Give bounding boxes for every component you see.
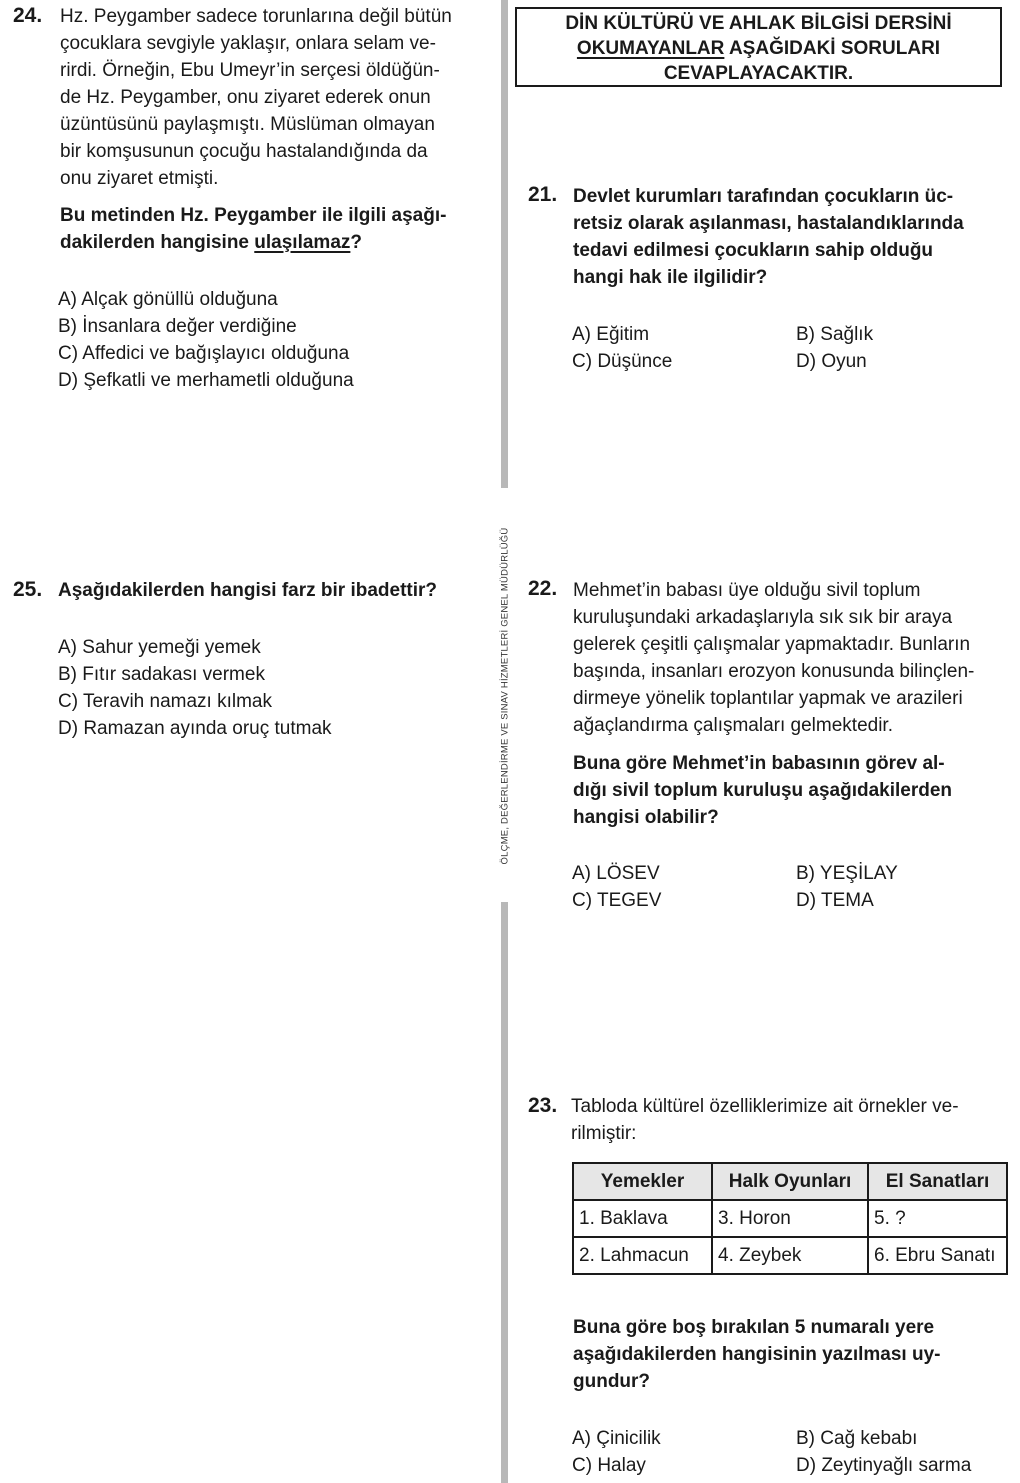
passage-line: dirmeye yönelik toplantılar yapmak ve arazileri (573, 688, 963, 709)
table-header-row (573, 1163, 1007, 1200)
question-24-stem (60, 202, 500, 256)
question-24-options (58, 286, 354, 394)
stem-line: retsiz olarak aşılanması, hastalandıklarında (573, 213, 964, 234)
option-b[interactable]: B) YEŞİLAY (796, 863, 898, 884)
question-number: 25. (13, 578, 43, 601)
stem-line: hangisi olabilir? (573, 807, 719, 828)
table-row (573, 1237, 1007, 1274)
passage-line: başında, insanları erozyon konusunda bilinçlen- (573, 661, 975, 682)
option-d[interactable]: D) Zeytinyağlı sarma (796, 1455, 972, 1476)
question-25-options (58, 634, 332, 742)
option-a[interactable]: A) Sahur yemeği yemek (58, 637, 261, 658)
option-c[interactable]: C) Affedici ve bağışlayıcı olduğuna (58, 343, 350, 364)
question-number: 23. (528, 1094, 558, 1117)
passage-line: bir komşusunun çocuğu hastalandığında da (60, 141, 428, 162)
question-21-stem (573, 183, 1013, 291)
stem-line: hangi hak ile ilgilidir? (573, 267, 768, 288)
question-number: 21. (528, 183, 558, 206)
passage-line: de Hz. Peygamber, onu ziyaret ederek onun (60, 87, 431, 108)
passage-line: kuruluşundaki arkadaşlarıyla sık sık bir araya (573, 607, 953, 628)
passage-line: ağaçlandırma çalışmaları gelmektedir. (573, 715, 893, 736)
option-c[interactable]: C) Halay (572, 1455, 646, 1476)
option-c[interactable]: C) Düşünce (572, 351, 673, 372)
question-23-stem (573, 1314, 1013, 1395)
table-header-cell: El Sanatları (868, 1163, 1007, 1200)
stem-line: tedavi edilmesi çocukların sahip olduğu (573, 240, 934, 261)
stem-line: dığı sivil toplum kuruluşu aşağıdakilerden (573, 780, 953, 801)
question-24-passage (60, 3, 500, 192)
stem-line: Devlet kurumları tarafından çocukların üc- (573, 186, 954, 207)
stem-line: Buna göre Mehmet’in babasının görev al- (573, 753, 945, 774)
header-line-1: DİN KÜLTÜRÜ VE AHLAK BİLGİSİ DERSİNİ (565, 13, 952, 34)
option-d[interactable]: D) Şefkatli ve merhametli olduğuna (58, 370, 354, 391)
passage-line: Tabloda kültürel özelliklerimize ait örnekler ve- (571, 1096, 959, 1117)
passage-line: rilmiştir: (571, 1123, 637, 1144)
passage-line: Hz. Peygamber sadece torunlarına değil bütün (60, 6, 452, 27)
option-b[interactable]: B) Sağlık (796, 324, 874, 345)
question-22-stem (573, 750, 1013, 831)
option-a[interactable]: A) Eğitim (572, 324, 650, 345)
option-d[interactable]: D) TEMA (796, 890, 874, 911)
column-divider-top (501, 0, 508, 488)
table-cell: 3. Horon (712, 1200, 868, 1237)
question-23-passage (571, 1093, 1011, 1147)
question-number: 22. (528, 577, 558, 600)
table-cell: 2. Lahmacun (573, 1237, 712, 1274)
culture-table (572, 1162, 1008, 1275)
stem-line: Buna göre boş bırakılan 5 numaralı yere (573, 1317, 935, 1338)
option-a[interactable]: A) Alçak gönüllü olduğuna (58, 289, 278, 310)
header-line-3: CEVAPLAYACAKTIR. (663, 63, 854, 84)
option-b[interactable]: B) İnsanlara değer verdiğine (58, 316, 297, 337)
table-cell: 1. Baklava (573, 1200, 712, 1237)
passage-line: çocuklara sevgiyle yaklaşır, onlara selam ve- (60, 33, 436, 54)
stem-line: Bu metinden Hz. Peygamber ile ilgili aşağı- (60, 205, 447, 226)
table-cell: 4. Zeybek (712, 1237, 868, 1274)
option-c[interactable]: C) Teravih namazı kılmak (58, 691, 272, 712)
table-cell: 6. Ebru Sanatı (868, 1237, 1007, 1274)
stem-line: dakilerden hangisine ulaşılamaz? (60, 232, 362, 253)
question-number: 24. (13, 4, 43, 27)
table-header-cell: Yemekler (573, 1163, 712, 1200)
passage-line: üzüntüsünü paylaşmıştı. Müslüman olmayan (60, 114, 435, 135)
underlined-word: ulaşılamaz (254, 232, 351, 253)
option-b[interactable]: B) Cağ kebabı (796, 1428, 918, 1449)
option-a[interactable]: A) LÖSEV (572, 863, 660, 884)
table-row (573, 1200, 1007, 1237)
header-underlined-word: OKUMAYANLAR (576, 38, 725, 59)
passage-line: onu ziyaret etmişti. (60, 168, 219, 189)
option-a[interactable]: A) Çinicilik (572, 1428, 661, 1449)
divider-label: ÖLÇME, DEĞERLENDİRME VE SINAV HİZMETLERİ GENEL MÜDÜRLÜĞÜ (499, 527, 511, 865)
table-header-cell: Halk Oyunları (712, 1163, 868, 1200)
stem-line: gundur? (573, 1371, 651, 1392)
header-line-2: OKUMAYANLAR AŞAĞIDAKİ SORULARI (576, 38, 941, 59)
passage-line: Mehmet’in babası üye olduğu sivil toplum (573, 580, 921, 601)
section-header-box (515, 7, 1002, 87)
table-cell: 5. ? (868, 1200, 1007, 1237)
question-22-passage (573, 577, 1013, 739)
column-divider-bottom (501, 902, 508, 1483)
option-b[interactable]: B) Fıtır sadakası vermek (58, 664, 265, 685)
stem-line: aşağıdakilerden hangisinin yazılması uy- (573, 1344, 941, 1365)
passage-line: gelerek çeşitli çalışmalar yapmaktadır. Bunların (573, 634, 971, 655)
option-d[interactable]: D) Oyun (796, 351, 867, 372)
option-d[interactable]: D) Ramazan ayında oruç tutmak (58, 718, 332, 739)
passage-line: rirdi. Örneğin, Ebu Umeyr’in serçesi öldüğün- (60, 60, 440, 81)
question-25-stem: Aşağıdakilerden hangisi farz bir ibadettir? (58, 580, 438, 601)
option-c[interactable]: C) TEGEV (572, 890, 662, 911)
